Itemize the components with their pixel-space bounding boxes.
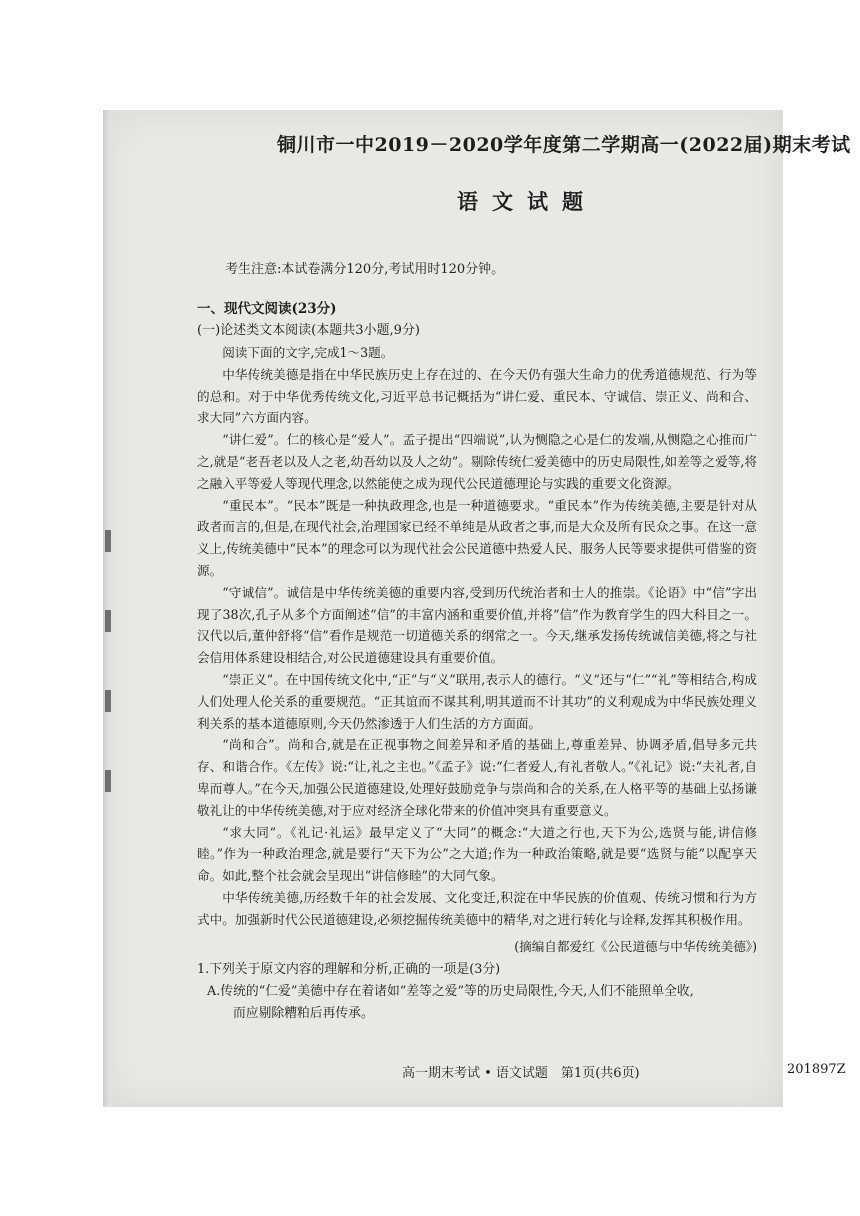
- binding-mark: [105, 770, 111, 792]
- section-subheading: (一)论述类文本阅读(本题共3小题,9分): [197, 323, 420, 338]
- passage-paragraph: “崇正义”。在中国传统文化中,“正”与“义”联用,表示人的德行。“义”还与“仁”“礼”等相结合,构成人们处理人伦关系的重要规范。“正其谊而不谋其利,明其道而不计其功”的义利观成为中华民族处理义利关系的基本道德原则,今天仍然渗透于人们生活的方方面面。: [197, 671, 757, 731]
- passage-source: (摘编自都爱红《公民道德与中华传统美德》): [514, 938, 757, 954]
- passage-paragraph: 中华传统美德是指在中华民族历史上存在过的、在今天仍有强大生命力的优秀道德规范、行为等的总和。对于中华优秀传统文化,习近平总书记概括为“讲仁爱、重民本、守诚信、崇正义、尚和合、求大同”六方面内容。: [197, 366, 757, 426]
- binding-mark: [105, 610, 111, 632]
- page-footer: 高一期末考试 • 语文试题 第1页(共6页): [402, 1066, 640, 1081]
- binding-mark: [105, 690, 111, 712]
- exam-subtitle: 语文试题: [457, 189, 597, 214]
- passage-paragraph: “尚和合”。尚和合,就是在正视事物之间差异和矛盾的基础上,尊重差异、协调矛盾,倡导多元共存、和谐合作。《左传》说:“让,礼之主也。”《孟子》说:“仁者爱人,有礼者敬人。”《礼记》说:“夫礼者,自卑而尊人。”在今天,加强公民道德建设,处理好鼓励竞争与崇尚和合的关系,在人格平等的基础上弘扬谦敬礼让的中华传统美德,对于应对经济全球化带来的价值冲突具有重要意义。: [197, 737, 757, 818]
- passage-paragraph: 中华传统美德,历经数千年的社会发展、文化变迁,积淀在中华民族的价值观、传统习惯和行为方式中。加强新时代公民道德建设,必须挖掘传统美德中的精华,对之进行转化与诠释,发挥其积极作用。: [197, 889, 757, 927]
- passage-paragraph: “守诚信”。诚信是中华传统美德的重要内容,受到历代统治者和士人的推崇。《论语》中“信”字出现了38次,孔子从多个方面阐述“信”的丰富内涵和重要价值,并将“信”作为教育学生的四大科目之一。汉代以后,董仲舒将“信”看作是规范一切道德关系的纲常之一。今天,继承发扬传统诚信美德,将之与社会信用体系建设相结合,对公民道德建设具有重要价值。: [197, 584, 757, 666]
- exam-sheet: [103, 110, 851, 1107]
- reading-section: [197, 298, 757, 1025]
- question-option-a-continued: 而应剔除糟粕后再传承。: [233, 1005, 374, 1021]
- question-stem: 1.下列关于原文内容的理解和分析,正确的一项是(3分): [197, 961, 501, 977]
- passage-paragraph: “重民本”。“民本”既是一种执政理念,也是一种道德要求。“重民本”作为传统美德,主要是针对从政者而言的,但是,在现代社会,治理国家已经不单纯是从政者之事,而是大众及所有民众之事。在这一意义上,传统美德中“民本”的理念可以为现代社会公民道德中热爱人民、服务人民等要求提供可借鉴的资源。: [197, 497, 757, 578]
- binding-marks: [105, 530, 115, 850]
- question-option-a: A.传统的“仁爱”美德中存在着诸如“差等之爱”等的历史局限性,今天,人们不能照单全收,: [207, 983, 694, 999]
- exam-notice: 考生注意:本试卷满分120分,考试用时120分钟。: [225, 262, 505, 277]
- paper-code: 201897Z: [787, 1062, 846, 1077]
- exam-title: 铜川市一中2019－2020学年度第二学期高一(2022届)期末考试: [277, 134, 851, 156]
- passage-paragraph: “讲仁爱”。仁的核心是“爱人”。孟子提出“四端说”,认为恻隐之心是仁的发端,从恻隐之心推而广之,就是“老吾老以及人之老,幼吾幼以及人之幼”。剔除传统仁爱美德中的历史局限性,如差等之爱等,将之融入平等爱人等现代理念,以然能使之成为现代公民道德理论与实践的重要文化资源。: [197, 432, 757, 491]
- passage-paragraph: “求大同”。《礼记·礼运》最早定义了“大同”的概念:“大道之行也,天下为公,选贤与能,讲信修睦。”作为一种政治理念,就是要行“天下为公”之大道;作为一种政治策略,就是要“选贤与能”以配享天命。如此,整个社会就会呈现出“讲信修睦”的大同气象。: [197, 824, 757, 884]
- binding-mark: [105, 530, 111, 552]
- instruction: 阅读下面的文字,完成1～3题。: [222, 345, 394, 360]
- section-heading: 一、现代文阅读(23分): [197, 301, 337, 317]
